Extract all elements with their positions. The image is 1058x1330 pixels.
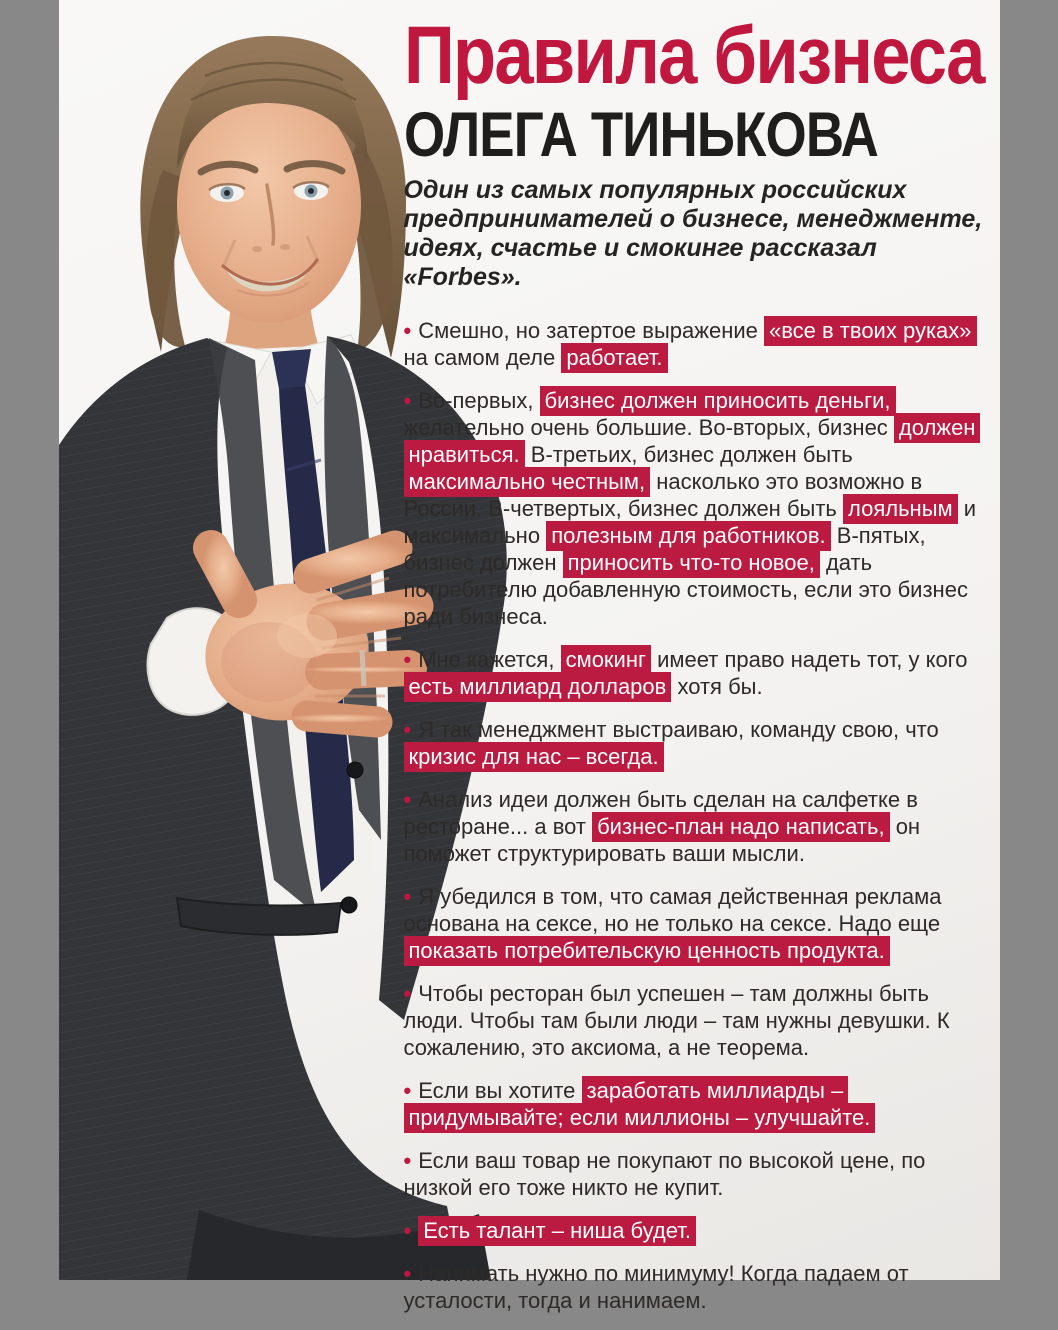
bullet-icon: • xyxy=(403,1148,412,1173)
quote-text: Нанимать нужно по минимуму! Когда падаем от усталости, тогда и нанимаем. xyxy=(403,1261,909,1313)
quote-text: хотя бы. xyxy=(671,674,763,699)
quote-text: на самом деле xyxy=(403,345,562,370)
bullet-icon: • xyxy=(403,1218,412,1243)
poster-page xyxy=(59,0,1000,1313)
quote-text: В-пятых, бизнес должен xyxy=(403,523,926,575)
quote-text: В-третьих, бизнес должен быть xyxy=(524,442,853,467)
highlighted-phrase: приносить что-то новое, xyxy=(563,548,820,578)
quote-item xyxy=(404,387,988,630)
highlighted-phrase: бизнес-план надо написать, xyxy=(592,812,890,842)
highlighted-phrase: бизнес должен приносить деньги, xyxy=(540,386,896,416)
highlighted-phrase: лояльным xyxy=(843,494,958,524)
highlighted-phrase: есть миллиард долларов xyxy=(404,672,672,702)
title-name: ОЛЕГА ТИНЬКОВА xyxy=(403,100,878,170)
bullet-icon: • xyxy=(403,1261,412,1286)
quote-item xyxy=(404,1077,988,1131)
quote-text: дать потребителю добавленную стоимость, если это бизнес ради бизнеса. xyxy=(403,550,968,629)
quote-item xyxy=(404,646,988,700)
quote-item xyxy=(404,1147,988,1201)
quote-item xyxy=(404,883,988,964)
bullet-icon: • xyxy=(403,647,412,672)
highlighted-phrase: должен нравиться. xyxy=(404,413,981,470)
highlighted-phrase: работает. xyxy=(561,343,667,373)
highlighted-phrase: показать потребительскую ценность продукта. xyxy=(404,936,890,966)
quote-text: Смешно, но затертое выражение xyxy=(418,318,764,343)
quote-item xyxy=(404,786,988,867)
nostril-right xyxy=(280,244,290,250)
highlighted-phrase: смокинг xyxy=(561,645,651,675)
suit-button-bottom xyxy=(341,897,357,913)
quote-text: Мне кажется, xyxy=(418,647,561,672)
quote-text: Если ваш товар не покупают по высокой цене, по низкой его тоже никто не купит. xyxy=(403,1148,926,1200)
quote-item xyxy=(404,980,988,1061)
bullet-icon: • xyxy=(403,717,412,742)
quote-text: Чтобы ресторан был успешен – там должны быть люди. Чтобы там были люди – там нужны девушки. К сожалению, это аксиома, а не теорема. xyxy=(403,981,950,1060)
bullet-icon: • xyxy=(403,1078,412,1103)
quote-text: Анализ идеи должен быть сделан на салфетке в ресторане... а вот xyxy=(403,787,918,839)
suit-button-top xyxy=(347,762,363,778)
quote-text: Я убедился в том, что самая действенная реклама основана на сексе, но не только на сексе. Надо еще xyxy=(403,884,942,936)
quote-text: имеет право надеть тот, у кого xyxy=(651,647,968,672)
thumb xyxy=(211,548,239,600)
quote-item xyxy=(404,1217,988,1244)
quote-item xyxy=(404,716,988,770)
quotes-list xyxy=(404,317,988,1314)
finger-pinky xyxy=(307,716,377,722)
quote-text: Если вы хотите xyxy=(418,1078,582,1103)
bullet-icon: • xyxy=(403,318,412,343)
quote-text: желательно очень большие. Во-вторых, бизнес xyxy=(403,415,894,440)
quote-item xyxy=(404,1260,988,1314)
quote-text: насколько это возможно в России. В-четвертых, бизнес должен быть xyxy=(403,469,923,521)
bullet-icon: • xyxy=(403,787,412,812)
finger-ring xyxy=(323,668,409,672)
lead-paragraph: Один из самых популярных российских предпринимателей о бизнесе, менеджменте, идеях, счастье и смокинге рассказал «Forbes». xyxy=(403,176,983,291)
bullet-icon: • xyxy=(403,884,412,909)
quote-text: он поможет структурировать ваши мысли. xyxy=(403,814,921,866)
nostril-left xyxy=(252,246,262,252)
highlighted-phrase: полезным для работников. xyxy=(546,521,830,551)
highlighted-phrase: «все в твоих руках» xyxy=(764,316,977,346)
highlighted-phrase: Есть талант – ниша будет. xyxy=(418,1216,696,1246)
finger-middle xyxy=(325,606,415,622)
highlighted-phrase: кризис для нас – всегда. xyxy=(404,742,664,772)
ring-band xyxy=(362,650,364,686)
highlighted-phrase: заработать миллиарды –придумывайте; если миллионы – улучшайте. xyxy=(404,1076,876,1133)
article xyxy=(403,10,988,1330)
quote-text: Я так менеджмент выстраиваю, команду свою, что xyxy=(418,717,939,742)
quote-text: и максимально xyxy=(403,496,977,548)
highlighted-phrase: максимально честным, xyxy=(404,467,651,497)
bullet-icon: • xyxy=(403,388,412,413)
title-accent: Правила бизнеса xyxy=(403,10,984,101)
page-title xyxy=(403,10,988,170)
knuckle-highlight xyxy=(277,614,337,658)
quote-item xyxy=(404,317,988,371)
quote-text: Во-первых, xyxy=(418,388,540,413)
bullet-icon: • xyxy=(403,981,412,1006)
